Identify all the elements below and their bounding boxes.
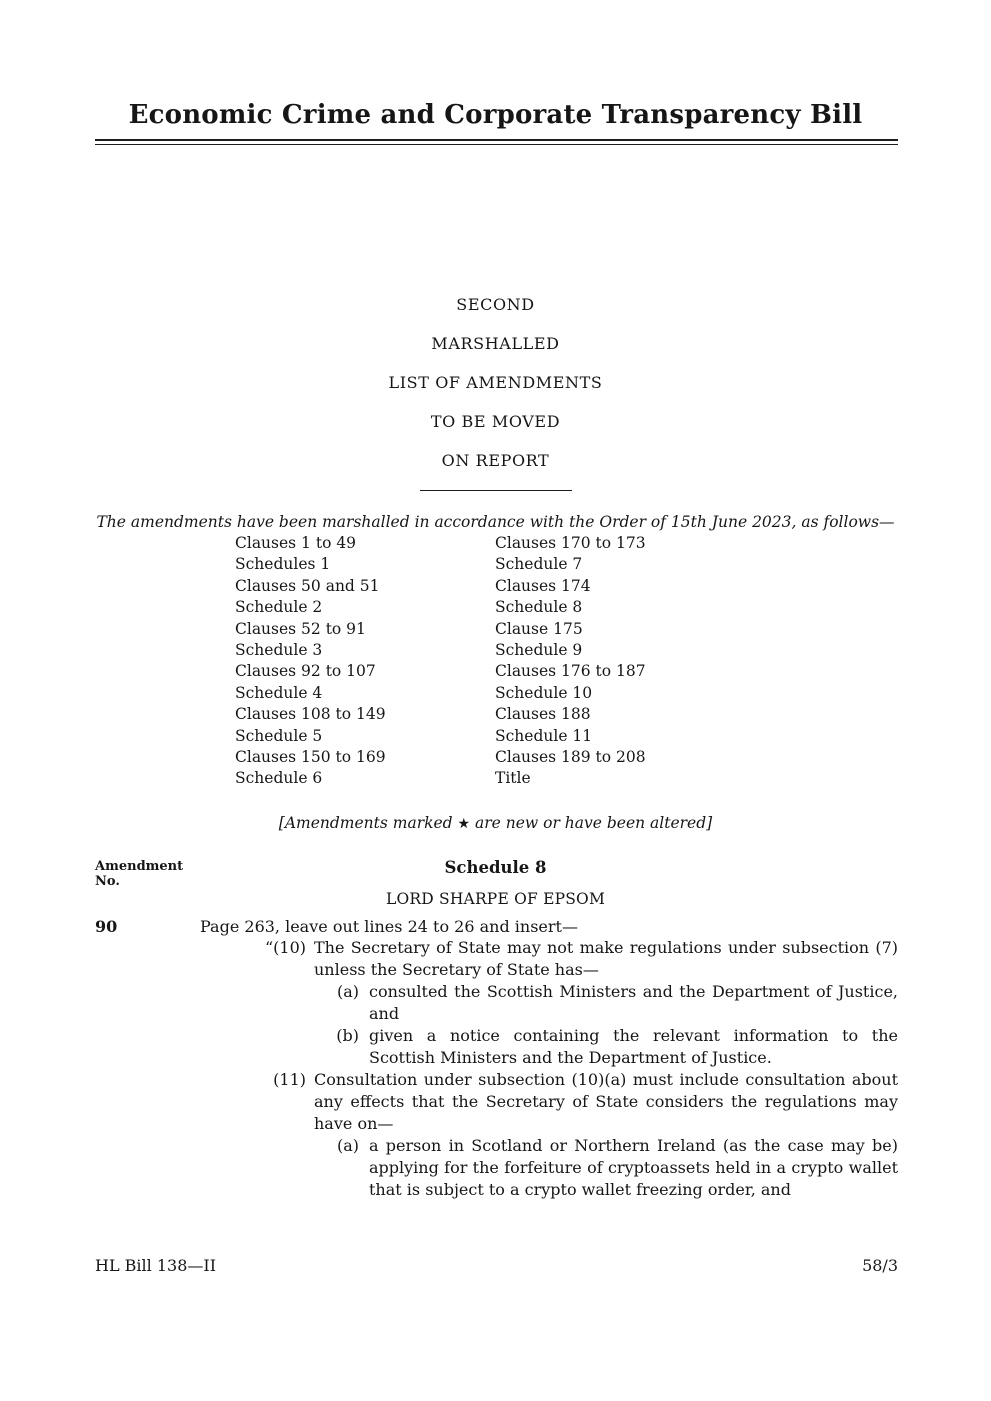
amendment-no-label-line1: Amendment <box>95 858 184 874</box>
section-divider <box>420 490 572 491</box>
schedule-header-row <box>0 857 991 890</box>
paragraph <box>258 937 898 1069</box>
subparagraph-text: given a notice containing the relevant information to the Scottish Ministers and the Department of Justice. <box>369 1025 898 1067</box>
list-item: Clauses 188 <box>495 705 591 724</box>
marshalling-column-right <box>495 533 795 790</box>
heading-line: LIST OF AMENDMENTS <box>388 373 603 392</box>
footer-page-ref: 58/3 <box>862 1256 898 1275</box>
list-item: Schedules 1 <box>235 555 331 574</box>
document-header <box>0 0 991 145</box>
title-divider <box>95 139 898 145</box>
list-item: Clauses 189 to 208 <box>495 748 646 767</box>
subparagraph <box>314 981 898 1025</box>
heading-line: MARSHALLED <box>431 334 560 353</box>
list-item: Schedule 9 <box>495 641 583 660</box>
list-item: Schedule 3 <box>235 641 323 660</box>
list-item: Title <box>495 769 531 788</box>
bill-title: Economic Crime and Corporate Transparency Bill <box>128 100 863 130</box>
list-item: Clauses 1 to 49 <box>235 534 357 552</box>
marshalling-order-list <box>235 533 991 790</box>
amendment-row <box>0 917 991 936</box>
list-item: Schedule 6 <box>235 769 323 788</box>
marshalling-intro: The amendments have been marshalled in accordance with the Order of 15th June 2023, as follows— <box>96 513 895 531</box>
marshalled-heading <box>0 295 991 470</box>
list-item: Schedule 5 <box>235 726 323 745</box>
heading-line: SECOND <box>456 295 535 314</box>
subparagraph-number: (b) <box>336 1025 359 1045</box>
marshalling-column-left <box>235 533 495 790</box>
list-item: Schedule 11 <box>495 726 593 745</box>
list-item: Schedule 2 <box>235 598 323 617</box>
subparagraph-number: (a) <box>336 981 359 1001</box>
heading-line: ON REPORT <box>441 451 550 470</box>
list-item: Schedule 10 <box>495 683 593 702</box>
paragraph-lead-text: Consultation under subsection (10)(a) must include consultation about any effects that the Secretary of State considers the regulations may have on— <box>314 1069 898 1133</box>
note-open-text: [Amendments marked <box>278 813 458 832</box>
list-item: Clauses 108 to 149 <box>235 705 386 724</box>
subparagraph-text: a person in Scotland or Northern Ireland (as the case may be) applying for the forfeiture of cryptoassets held in a crypto wallet that is subject to a crypto wallet freezing order, and <box>369 1135 898 1199</box>
paragraph-number: “(10) <box>264 937 306 957</box>
list-item: Clause 175 <box>495 619 583 638</box>
list-item: Clauses 50 and 51 <box>235 576 380 595</box>
list-item: Schedule 4 <box>235 683 323 702</box>
list-item: Clauses 174 <box>495 576 591 595</box>
subparagraph-number: (a) <box>336 1135 359 1155</box>
paragraph <box>258 1069 898 1201</box>
amendment-instruction: Page 263, leave out lines 24 to 26 and insert— <box>200 916 578 936</box>
footer-bill-number: HL Bill 138—II <box>95 1256 217 1275</box>
list-item: Schedule 7 <box>495 555 583 574</box>
paragraph-text <box>314 937 898 1069</box>
paragraph-lead-text: The Secretary of State may not make regulations under subsection (7) unless the Secretary of State has— <box>314 937 898 979</box>
amendments-note <box>0 814 991 832</box>
amendment-body <box>258 937 898 1201</box>
list-item: Clauses 170 to 173 <box>495 534 646 552</box>
amendment-number: 90 <box>95 916 118 936</box>
schedule-title: Schedule 8 <box>444 857 547 877</box>
document-footer <box>95 1256 898 1275</box>
list-item: Schedule 8 <box>495 598 583 617</box>
heading-line: TO BE MOVED <box>430 412 561 431</box>
amendment-no-label-line2: No. <box>95 874 120 890</box>
mover-name: LORD SHARPE OF EPSOM <box>385 889 606 908</box>
subparagraph-text: consulted the Scottish Ministers and the Department of Justice, and <box>369 981 898 1023</box>
list-item: Clauses 150 to 169 <box>235 748 386 767</box>
list-item: Clauses 92 to 107 <box>235 662 376 681</box>
subparagraph <box>314 1025 898 1069</box>
star-icon: ★ <box>457 815 471 832</box>
note-close-text: are new or have been altered] <box>470 813 713 832</box>
list-item: Clauses 52 to 91 <box>235 619 366 638</box>
list-item: Clauses 176 to 187 <box>495 662 646 681</box>
paragraph-number: (11) <box>273 1069 306 1089</box>
amendment-no-label <box>95 859 183 890</box>
subparagraph <box>314 1135 898 1201</box>
paragraph-text <box>314 1069 898 1201</box>
